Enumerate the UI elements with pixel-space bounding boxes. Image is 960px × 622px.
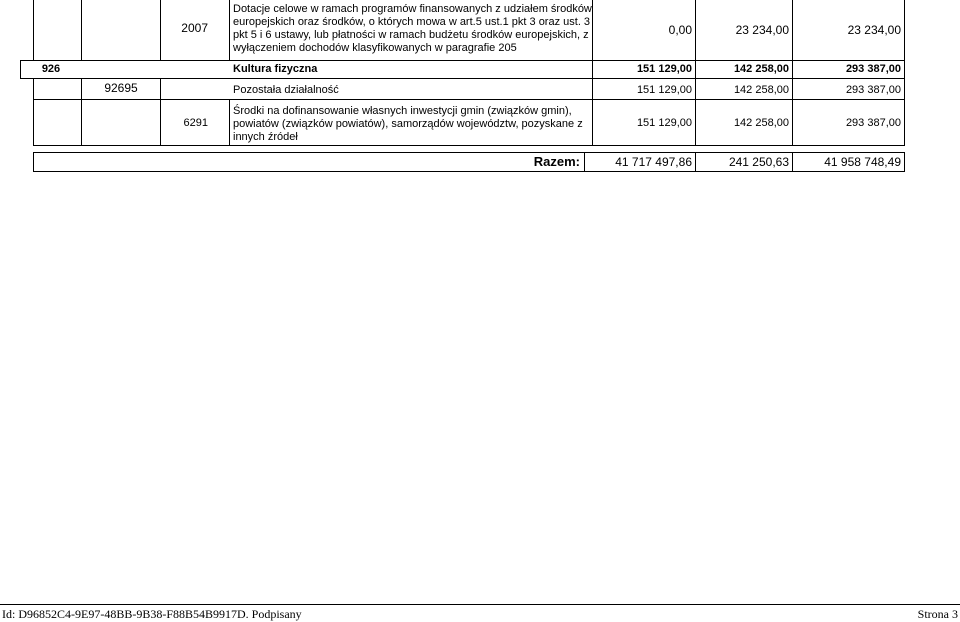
- description-line: pkt 5 i 6 ustawy, lub płatności w ramach budżetu środków europejskich, z: [233, 29, 589, 41]
- paragraf-code: 6291: [183, 117, 208, 129]
- value-before: 151 129,00: [636, 84, 692, 96]
- cell-dzial-name: [81, 60, 593, 79]
- value-change: 23 234,00: [735, 23, 789, 37]
- value-before: 0,00: [668, 23, 692, 37]
- cell-empty-dzial: [33, 99, 82, 146]
- value-after: 293 387,00: [845, 117, 901, 129]
- total-change: 241 250,63: [728, 155, 789, 169]
- value-after: 293 387,00: [845, 63, 901, 75]
- dzial-name: Kultura fizyczna: [233, 63, 318, 75]
- document-id: Id: D96852C4-9E97-48BB-9B38-F88B54B9917D. Podpisany: [2, 607, 302, 621]
- description-line: europejskich oraz środków, o których mowa w art.5 ust.1 pkt 3 oraz ust. 3: [233, 16, 591, 28]
- cell-empty-dzial: [33, 78, 82, 100]
- value-after: 23 234,00: [847, 23, 901, 37]
- total-before: 41 717 497,86: [615, 155, 692, 169]
- rozdzial-code: 92695: [104, 81, 138, 95]
- value-change: 142 258,00: [733, 63, 789, 75]
- total-after: 41 958 748,49: [824, 155, 901, 169]
- value-change: 142 258,00: [733, 84, 789, 96]
- value-change: 142 258,00: [733, 117, 789, 129]
- paragraf-code: 2007: [181, 21, 208, 35]
- cell-empty-dzial: [33, 0, 82, 61]
- description-line: Dotacje celowe w ramach programów finansowanych z udziałem środków: [233, 3, 592, 15]
- value-before: 151 129,00: [636, 117, 692, 129]
- cell-rozdzial-name: [160, 78, 593, 100]
- description-line: Środki na dofinansowanie własnych inwestycji gmin (związków gmin),: [233, 105, 572, 117]
- footer-divider: [0, 604, 960, 605]
- cell-empty-rozdzial: [81, 99, 161, 146]
- description-line: powiatów (związków powiatów), samorządów województw, pozyskane z: [233, 118, 583, 130]
- value-before: 151 129,00: [636, 63, 692, 75]
- dzial-code: 926: [41, 63, 61, 75]
- page-number: Strona 3: [917, 607, 958, 621]
- total-label: Razem:: [533, 154, 580, 169]
- description-line: wyłączeniem dochodów klasyfikowanych w paragrafie 205: [233, 42, 517, 54]
- rozdzial-name: Pozostała działalność: [233, 84, 339, 96]
- value-after: 293 387,00: [845, 84, 901, 96]
- cell-empty-rozdzial: [81, 0, 161, 61]
- description-line: innych źródeł: [233, 131, 298, 143]
